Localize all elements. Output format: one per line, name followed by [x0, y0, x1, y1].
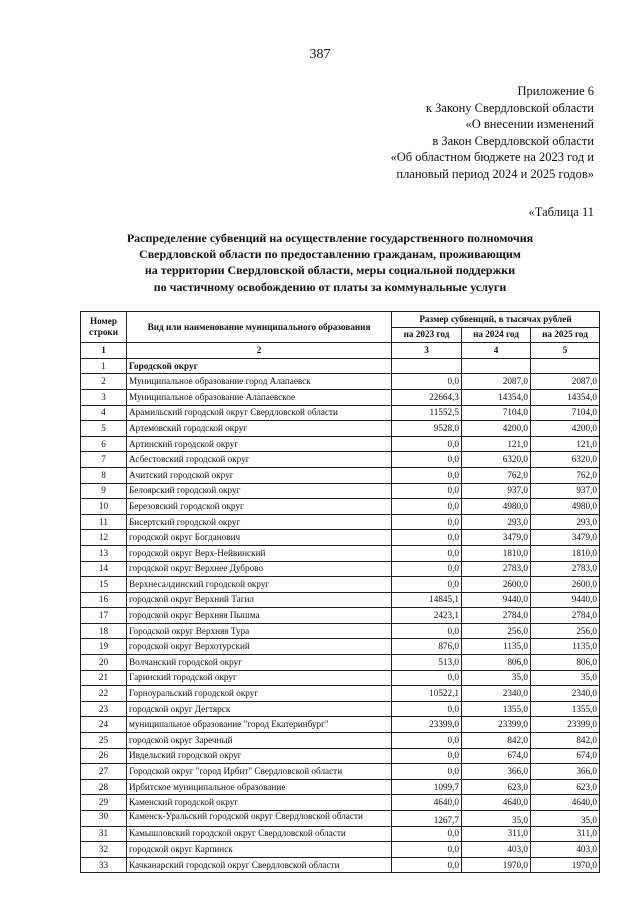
value-2025-cell: 806,0 [531, 655, 600, 671]
value-2023-cell: 513,0 [392, 655, 462, 671]
value-2023-cell: 0,0 [392, 467, 462, 483]
table-row [81, 421, 600, 437]
value-2025-cell: 293,0 [531, 514, 600, 530]
name-cell: Артинский городской округ [127, 436, 392, 452]
row-number-cell: 30 [81, 811, 127, 827]
appendix-line: к Закону Свердловской области [425, 100, 594, 115]
value-2024-cell: 1970,0 [462, 857, 531, 873]
value-2023-cell [392, 358, 462, 374]
name-cell: Асбестовский городской округ [127, 452, 392, 468]
row-number-cell: 18 [81, 623, 127, 639]
value-2025-cell: 2783,0 [531, 561, 600, 577]
value-2023-cell: 0,0 [392, 499, 462, 515]
table-body [81, 358, 600, 873]
value-2025-cell: 762,0 [531, 467, 600, 483]
table-row [81, 436, 600, 452]
value-2025-cell [531, 358, 600, 374]
appendix-line: «О внесении изменений [465, 117, 594, 132]
table-row [81, 811, 600, 827]
table-row [81, 608, 600, 624]
value-2024-cell: 14354,0 [462, 389, 531, 405]
table-row [81, 514, 600, 530]
name-cell: Муниципальное образование город Алапаевск [127, 374, 392, 390]
table-row [81, 389, 600, 405]
value-2024-cell: 4640,0 [462, 795, 531, 811]
table-row [81, 592, 600, 608]
column-index: 5 [531, 343, 600, 359]
row-number-cell: 8 [81, 467, 127, 483]
name-cell: муниципальное образование "город Екатеринбург" [127, 717, 392, 733]
value-2023-cell: 1099,7 [392, 779, 462, 795]
name-cell: городской округ Верхотурский [127, 639, 392, 655]
header-row-number: Номер строки [81, 312, 127, 343]
value-2025-cell: 4640,0 [531, 795, 600, 811]
title-line: Распределение субвенций на осуществление государственного полномочия [126, 231, 534, 245]
row-number-cell: 21 [81, 670, 127, 686]
column-index: 2 [127, 343, 392, 359]
value-2023-cell: 23399,0 [392, 717, 462, 733]
value-2024-cell: 2340,0 [462, 686, 531, 702]
table-row [81, 857, 600, 873]
name-cell: Артемовский городской округ [127, 421, 392, 437]
row-number-cell: 17 [81, 608, 127, 624]
name-cell: Ивдельский городской округ [127, 748, 392, 764]
value-2023-cell: 0,0 [392, 701, 462, 717]
name-cell: городской округ Богданович [127, 530, 392, 546]
header-2024: на 2024 год [462, 327, 531, 343]
value-2025-cell: 1355,0 [531, 701, 600, 717]
value-2024-cell: 311,0 [462, 826, 531, 842]
name-cell: Муниципальное образование Алапаевское [127, 389, 392, 405]
table-row [81, 530, 600, 546]
value-2025-cell: 623,0 [531, 779, 600, 795]
table-row [81, 545, 600, 561]
table-row [81, 358, 600, 374]
row-number-cell: 2 [81, 374, 127, 390]
value-2023-cell: 1267,7 [392, 811, 462, 827]
row-number-cell: 24 [81, 717, 127, 733]
name-cell: Бисертский городской округ [127, 514, 392, 530]
row-number-cell: 4 [81, 405, 127, 421]
appendix-line: в Закон Свердловской области [432, 133, 594, 148]
row-number-cell: 33 [81, 857, 127, 873]
row-number-cell: 31 [81, 826, 127, 842]
value-2023-cell: 14845,1 [392, 592, 462, 608]
header-name: Вид или наименование муниципального образования [127, 312, 392, 343]
value-2025-cell: 366,0 [531, 764, 600, 780]
value-2024-cell: 2783,0 [462, 561, 531, 577]
value-2023-cell: 876,0 [392, 639, 462, 655]
value-2023-cell: 0,0 [392, 483, 462, 499]
title-line: по частичному освобождению от платы за коммунальные услуги [153, 279, 507, 294]
value-2024-cell: 937,0 [462, 483, 531, 499]
value-2023-cell: 0,0 [392, 748, 462, 764]
value-2025-cell: 256,0 [531, 623, 600, 639]
value-2023-cell: 0,0 [392, 436, 462, 452]
table-row [81, 779, 600, 795]
row-number-cell: 22 [81, 686, 127, 702]
value-2023-cell: 0,0 [392, 842, 462, 858]
appendix-line: «Об областном бюджете на 2023 год и [390, 150, 594, 165]
table-row [81, 374, 600, 390]
table-row [81, 467, 600, 483]
value-2024-cell: 6320,0 [462, 452, 531, 468]
table-row [81, 623, 600, 639]
column-index: 4 [462, 343, 531, 359]
value-2025-cell: 35,0 [531, 670, 600, 686]
value-2025-cell: 23399,0 [531, 717, 600, 733]
name-cell: Каменский городской округ [127, 795, 392, 811]
value-2024-cell: 293,0 [462, 514, 531, 530]
value-2024-cell: 4200,0 [462, 421, 531, 437]
value-2024-cell [462, 358, 531, 374]
value-2024-cell: 403,0 [462, 842, 531, 858]
row-number-cell: 9 [81, 483, 127, 499]
table-row [81, 826, 600, 842]
value-2025-cell: 121,0 [531, 436, 600, 452]
row-number-cell: 29 [81, 795, 127, 811]
value-2023-cell: 9528,0 [392, 421, 462, 437]
subsidy-table [80, 311, 600, 873]
row-number-cell: 28 [81, 779, 127, 795]
row-number-cell: 20 [81, 655, 127, 671]
row-number-cell: 23 [81, 701, 127, 717]
name-cell: Камышловский городской округ Свердловской области [127, 826, 392, 842]
name-cell: городской округ Верхнее Дуброво [127, 561, 392, 577]
value-2023-cell: 10522,1 [392, 686, 462, 702]
name-cell: Городской округ "город Ирбит" Свердловской области [127, 764, 392, 780]
name-cell: Каменск-Уральский городской округ Свердловской области [127, 811, 392, 827]
value-2025-cell: 1135,0 [531, 639, 600, 655]
value-2023-cell: 0,0 [392, 623, 462, 639]
name-cell: Ачитский городской округ [127, 467, 392, 483]
value-2025-cell: 4980,0 [531, 499, 600, 515]
name-cell: Арамильский городской округ Свердловской области [127, 405, 392, 421]
value-2024-cell: 1810,0 [462, 545, 531, 561]
value-2024-cell: 1355,0 [462, 701, 531, 717]
value-2025-cell: 842,0 [531, 733, 600, 749]
column-index: 1 [81, 343, 127, 359]
appendix-line: Приложение 6 [517, 84, 594, 98]
value-2025-cell: 2087,0 [531, 374, 600, 390]
value-2025-cell: 674,0 [531, 748, 600, 764]
value-2023-cell: 11552,5 [392, 405, 462, 421]
value-2023-cell: 0,0 [392, 764, 462, 780]
value-2025-cell: 403,0 [531, 842, 600, 858]
row-number-cell: 16 [81, 592, 127, 608]
row-number-cell: 26 [81, 748, 127, 764]
row-number-cell: 7 [81, 452, 127, 468]
table-row [81, 655, 600, 671]
row-number-cell: 19 [81, 639, 127, 655]
name-cell: Горноуральский городской округ [127, 686, 392, 702]
name-cell: Волчанский городской округ [127, 655, 392, 671]
value-2024-cell: 35,0 [462, 811, 531, 827]
appendix-block [390, 83, 594, 183]
value-2024-cell: 23399,0 [462, 717, 531, 733]
row-number-cell: 15 [81, 577, 127, 593]
value-2024-cell: 842,0 [462, 733, 531, 749]
value-2024-cell: 623,0 [462, 779, 531, 795]
value-2025-cell: 2340,0 [531, 686, 600, 702]
value-2025-cell: 6320,0 [531, 452, 600, 468]
value-2023-cell: 0,0 [392, 514, 462, 530]
value-2023-cell: 22664,3 [392, 389, 462, 405]
table-row [81, 577, 600, 593]
name-cell: городской округ Заречный [127, 733, 392, 749]
value-2023-cell: 0,0 [392, 374, 462, 390]
header-2023: на 2023 год [392, 327, 462, 343]
row-number-cell: 11 [81, 514, 127, 530]
value-2024-cell: 1135,0 [462, 639, 531, 655]
value-2025-cell: 14354,0 [531, 389, 600, 405]
name-cell: городской округ Дегтярск [127, 701, 392, 717]
value-2024-cell: 762,0 [462, 467, 531, 483]
name-cell: Ирбитское муниципальное образование [127, 779, 392, 795]
table-row [81, 733, 600, 749]
value-2025-cell: 937,0 [531, 483, 600, 499]
value-2023-cell: 0,0 [392, 670, 462, 686]
value-2023-cell: 0,0 [392, 857, 462, 873]
name-cell: Березовский городской округ [127, 499, 392, 515]
table-row [81, 499, 600, 515]
row-number-cell: 12 [81, 530, 127, 546]
table-row [81, 405, 600, 421]
value-2025-cell: 311,0 [531, 826, 600, 842]
row-number-cell: 25 [81, 733, 127, 749]
table-row [81, 764, 600, 780]
value-2023-cell: 0,0 [392, 733, 462, 749]
title-line: Свердловской области по предоставлению гражданам, проживающим [139, 247, 521, 262]
value-2023-cell: 2423,1 [392, 608, 462, 624]
value-2023-cell: 0,0 [392, 452, 462, 468]
value-2024-cell: 9440,0 [462, 592, 531, 608]
name-cell: Городской округ Верхняя Тура [127, 623, 392, 639]
value-2024-cell: 121,0 [462, 436, 531, 452]
table-row [81, 561, 600, 577]
value-2024-cell: 366,0 [462, 764, 531, 780]
header-2025: на 2025 год [531, 327, 600, 343]
appendix-line: плановый период 2024 и 2025 годов» [396, 166, 594, 181]
name-cell: Городской округ [127, 358, 392, 374]
table-row [81, 670, 600, 686]
value-2024-cell: 806,0 [462, 655, 531, 671]
value-2025-cell: 1810,0 [531, 545, 600, 561]
name-cell: городской округ Верхняя Пышма [127, 608, 392, 624]
value-2025-cell: 9440,0 [531, 592, 600, 608]
value-2023-cell: 0,0 [392, 826, 462, 842]
value-2025-cell: 2600,0 [531, 577, 600, 593]
table-row [81, 717, 600, 733]
name-cell: Гаринский городской округ [127, 670, 392, 686]
name-cell: Качканарский городской округ Свердловской области [127, 857, 392, 873]
row-number-cell: 13 [81, 545, 127, 561]
value-2025-cell: 4200,0 [531, 421, 600, 437]
name-cell: городской округ Верх-Нейвинский [127, 545, 392, 561]
row-number-cell: 27 [81, 764, 127, 780]
value-2024-cell: 3479,0 [462, 530, 531, 546]
value-2025-cell: 3479,0 [531, 530, 600, 546]
row-number-cell: 32 [81, 842, 127, 858]
table-row [81, 842, 600, 858]
value-2024-cell: 4980,0 [462, 499, 531, 515]
value-2024-cell: 2600,0 [462, 577, 531, 593]
row-number-cell: 10 [81, 499, 127, 515]
value-2024-cell: 7104,0 [462, 405, 531, 421]
value-2024-cell: 674,0 [462, 748, 531, 764]
value-2025-cell: 35,0 [531, 811, 600, 827]
table-row [81, 701, 600, 717]
table-label: «Таблица 11 [528, 205, 594, 219]
page-number: 387 [309, 47, 331, 62]
name-cell: Верхнесалдинский городской округ [127, 577, 392, 593]
row-number-cell: 1 [81, 358, 127, 374]
table-row [81, 748, 600, 764]
value-2023-cell: 0,0 [392, 545, 462, 561]
document-title [80, 230, 580, 295]
row-number-cell: 14 [81, 561, 127, 577]
row-number-cell: 3 [81, 389, 127, 405]
header-amount: Размер субвенций, в тысячах рублей [392, 312, 600, 328]
value-2025-cell: 7104,0 [531, 405, 600, 421]
value-2024-cell: 2784,0 [462, 608, 531, 624]
name-cell: городской округ Верхний Тагил [127, 592, 392, 608]
table-row [81, 639, 600, 655]
value-2023-cell: 0,0 [392, 577, 462, 593]
value-2025-cell: 1970,0 [531, 857, 600, 873]
value-2024-cell: 35,0 [462, 670, 531, 686]
name-cell: Белоярский городской округ [127, 483, 392, 499]
value-2023-cell: 0,0 [392, 530, 462, 546]
value-2024-cell: 2087,0 [462, 374, 531, 390]
table-row [81, 483, 600, 499]
value-2025-cell: 2784,0 [531, 608, 600, 624]
value-2023-cell: 4640,0 [392, 795, 462, 811]
column-index: 3 [392, 343, 462, 359]
value-2024-cell: 256,0 [462, 623, 531, 639]
name-cell: городской округ Карпинск [127, 842, 392, 858]
table-row [81, 686, 600, 702]
table-row [81, 452, 600, 468]
row-number-cell: 5 [81, 421, 127, 437]
title-line: на территории Свердловской области, меры социальной поддержки [144, 263, 516, 278]
value-2023-cell: 0,0 [392, 561, 462, 577]
row-number-cell: 6 [81, 436, 127, 452]
table-row [81, 795, 600, 811]
